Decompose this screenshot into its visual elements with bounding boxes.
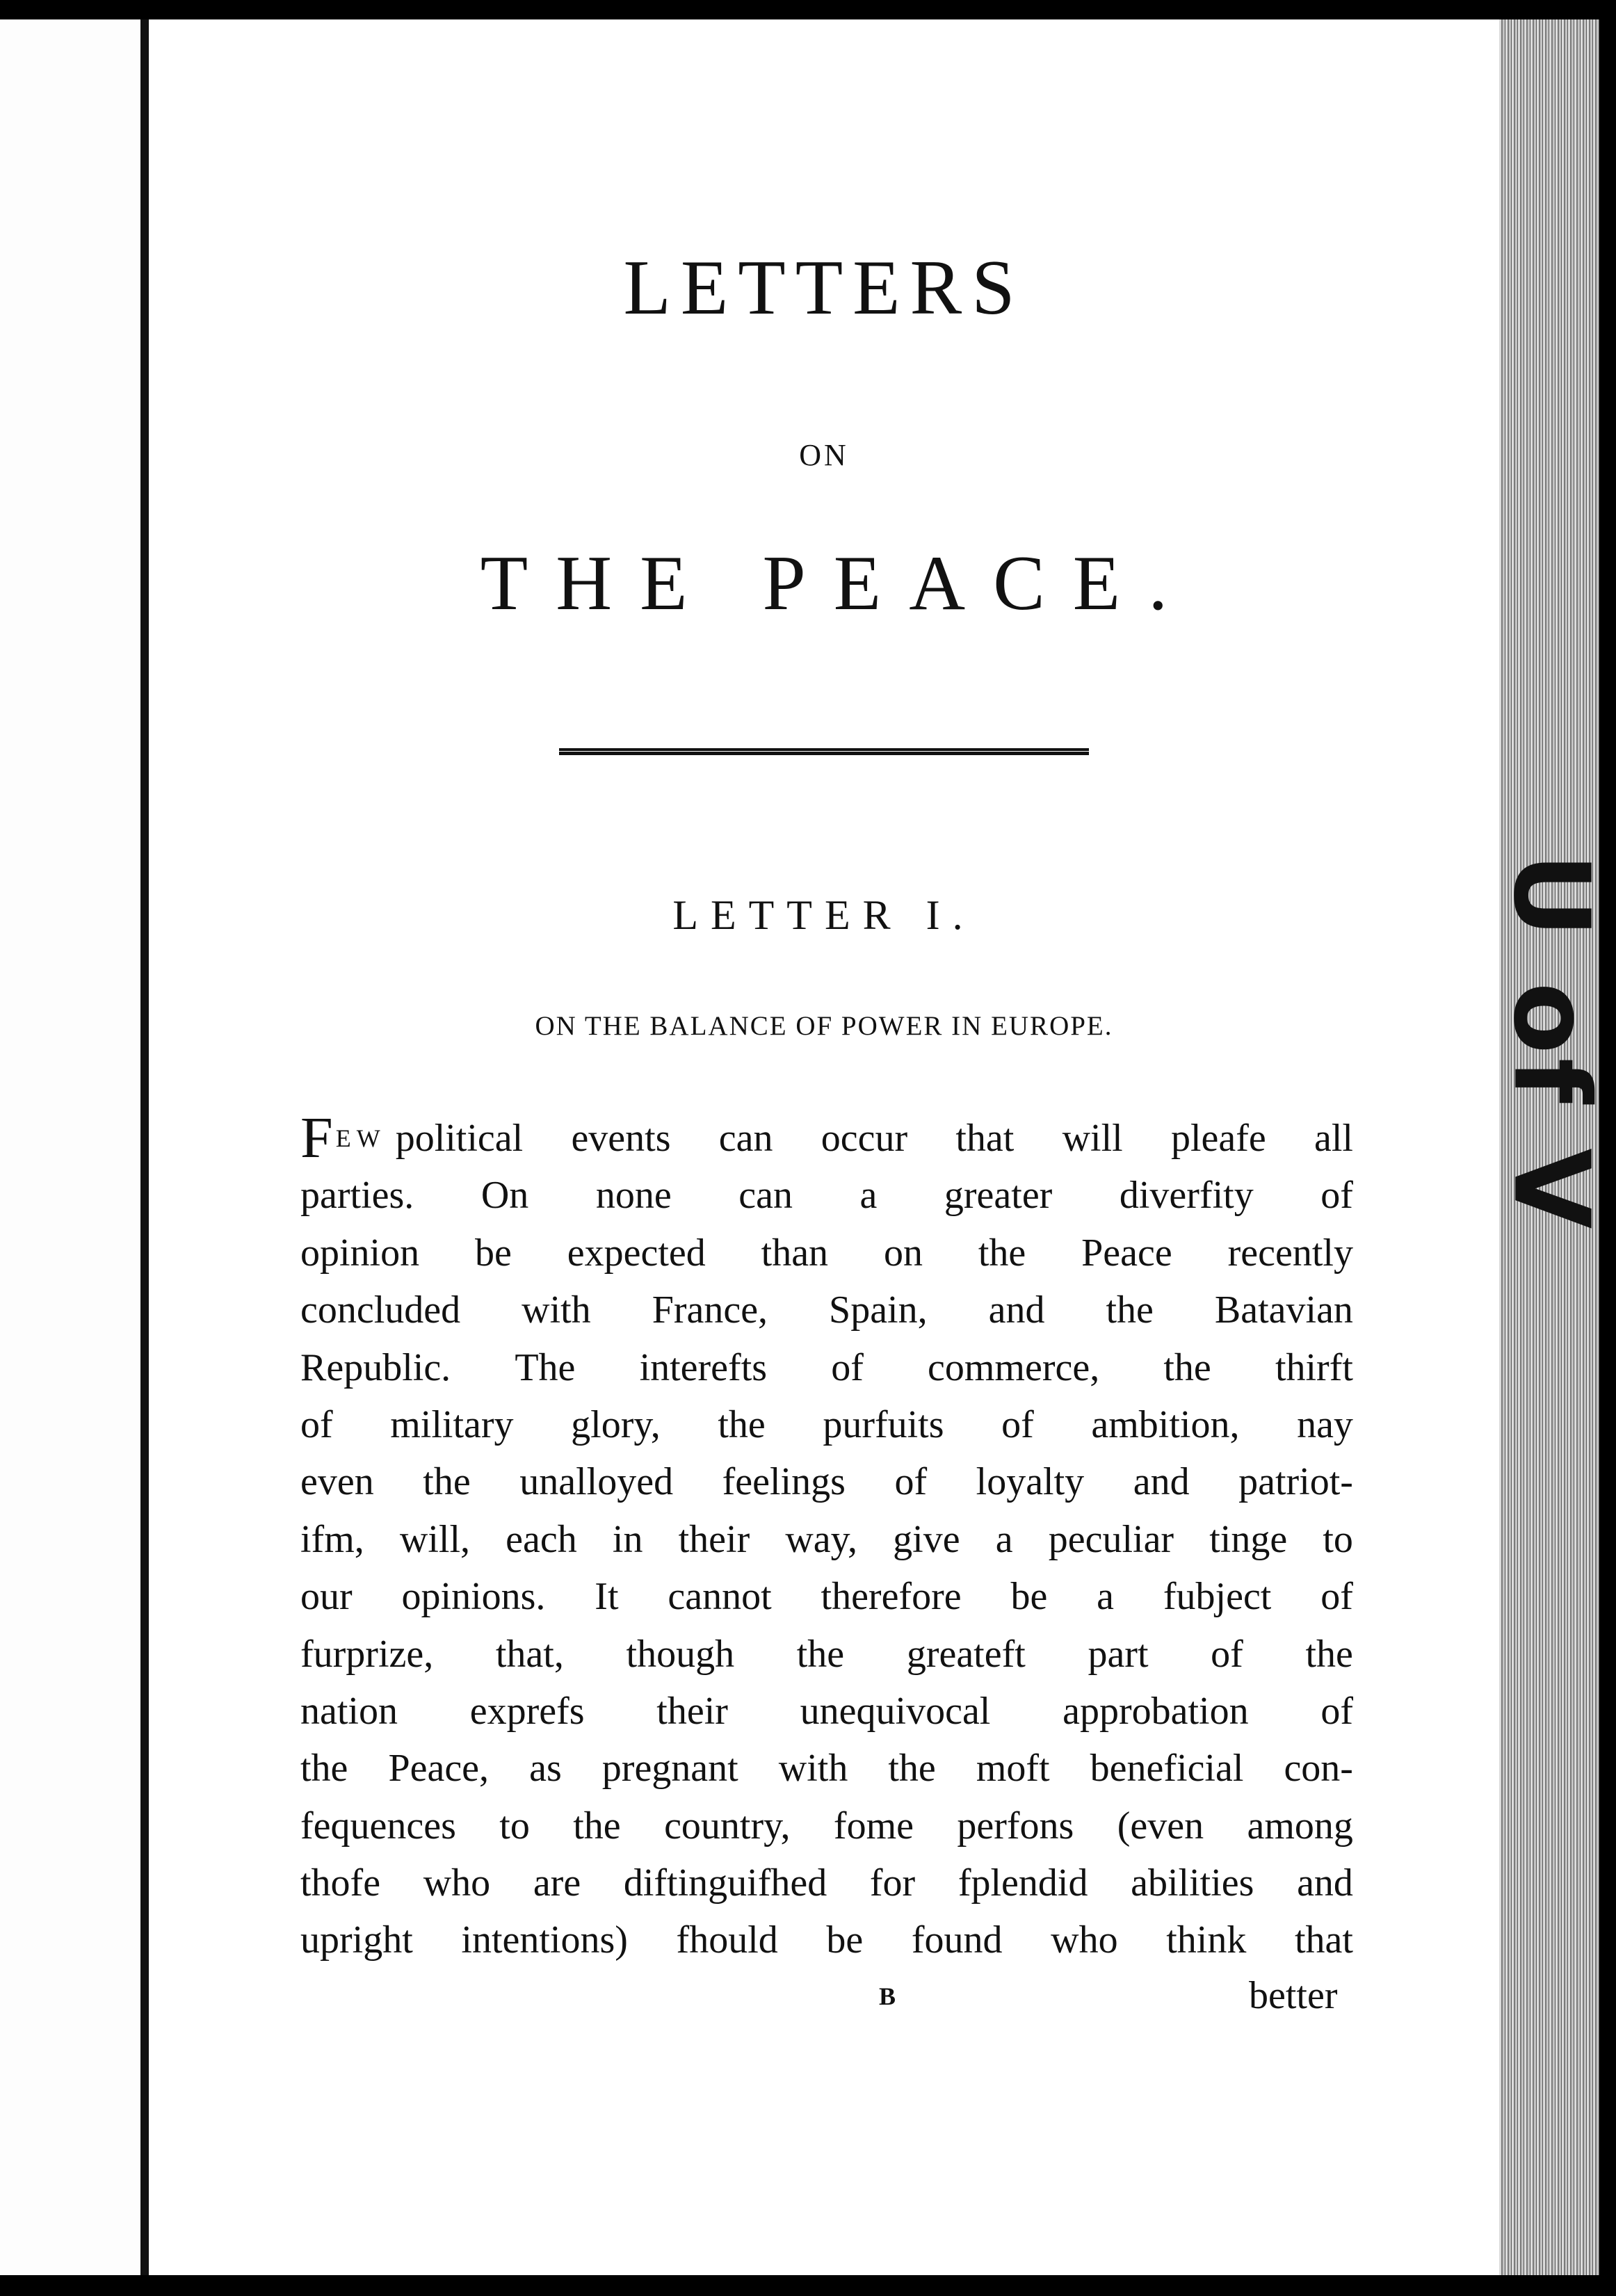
gutter-shadow	[140, 19, 149, 2275]
word: The	[515, 1345, 576, 1389]
word: than	[761, 1231, 829, 1275]
word: of	[1211, 1632, 1243, 1676]
stamp-text: U of V	[1490, 852, 1611, 1234]
word: country,	[664, 1804, 791, 1848]
word: fequences	[300, 1804, 456, 1848]
word: a	[995, 1517, 1013, 1561]
text-line	[300, 1511, 1353, 1568]
word: be	[1010, 1575, 1048, 1619]
word: fhould	[676, 1918, 778, 1962]
library-stamp	[1490, 852, 1611, 1234]
body-text	[300, 1106, 1353, 1969]
word: greateft	[906, 1632, 1026, 1676]
word: glory,	[571, 1402, 661, 1446]
word: give	[893, 1517, 960, 1561]
word: fome	[833, 1804, 914, 1848]
word: among	[1247, 1804, 1353, 1848]
text-line	[300, 1167, 1353, 1224]
word: beneficial	[1090, 1747, 1244, 1790]
word: of	[1320, 1174, 1353, 1218]
catchword: better	[1249, 1974, 1338, 2017]
word: a	[859, 1174, 878, 1218]
text-line	[300, 1224, 1353, 1282]
word: recently	[1227, 1231, 1353, 1275]
word: ifm,	[300, 1517, 364, 1561]
word: who	[423, 1861, 491, 1905]
word: to	[1323, 1517, 1353, 1561]
word: will,	[399, 1517, 471, 1561]
first-line-rest	[396, 1110, 1353, 1167]
word: thofe	[300, 1861, 381, 1905]
text-line	[300, 1339, 1353, 1396]
word: each	[506, 1517, 577, 1561]
word: commerce,	[928, 1345, 1100, 1389]
word: of	[1320, 1689, 1353, 1733]
word: fubject	[1163, 1575, 1272, 1619]
text-line	[300, 1797, 1353, 1854]
word: and	[1297, 1861, 1353, 1905]
text-line	[300, 1911, 1353, 1968]
page-title: LETTERS	[623, 245, 1025, 331]
word: a	[1097, 1575, 1115, 1619]
word: pleafe	[1170, 1117, 1266, 1160]
title-connector: ON	[799, 438, 849, 472]
word: ambition,	[1091, 1402, 1240, 1446]
word: the	[1106, 1288, 1154, 1332]
text-line	[300, 1568, 1353, 1625]
small-caps-word: EW	[335, 1124, 386, 1152]
word: diftinguifhed	[623, 1861, 827, 1905]
word: with	[778, 1747, 848, 1790]
word: fplendid	[958, 1861, 1088, 1905]
word: opinion	[300, 1231, 420, 1275]
word: of	[300, 1402, 333, 1446]
word: expected	[567, 1231, 706, 1275]
letter-subheading: ON THE BALANCE OF POWER IN EUROPE.	[535, 1011, 1113, 1041]
word: Peace,	[388, 1747, 490, 1790]
word: con-	[1284, 1747, 1353, 1790]
word: loyalty	[976, 1460, 1085, 1504]
facing-page-margin	[0, 19, 140, 2275]
word: peculiar	[1048, 1517, 1174, 1561]
word: with	[522, 1288, 591, 1332]
word: On	[480, 1174, 529, 1218]
word: diverfity	[1119, 1174, 1254, 1218]
word: greater	[944, 1174, 1053, 1218]
word: part	[1088, 1632, 1149, 1676]
text-line	[300, 1282, 1353, 1339]
word: furprize,	[300, 1632, 434, 1676]
word: the	[718, 1402, 766, 1446]
word: even	[300, 1460, 374, 1504]
text-line	[300, 1396, 1353, 1453]
word: (even	[1117, 1804, 1204, 1848]
word: abilities	[1131, 1861, 1254, 1905]
word: approbation	[1062, 1689, 1249, 1733]
word: perfons	[957, 1804, 1074, 1848]
word: think	[1166, 1918, 1247, 1962]
word: feelings	[722, 1460, 846, 1504]
word: opinions.	[401, 1575, 546, 1619]
word: parties.	[300, 1174, 414, 1218]
word: of	[1320, 1575, 1353, 1619]
word: occur	[821, 1117, 908, 1160]
word: the	[300, 1747, 348, 1790]
word: are	[533, 1861, 581, 1905]
word: interefts	[639, 1345, 768, 1389]
book-page	[149, 19, 1499, 2275]
word: though	[626, 1632, 735, 1676]
word: unalloyed	[519, 1460, 674, 1504]
word: the	[978, 1231, 1026, 1275]
word: purfuits	[823, 1402, 944, 1446]
word: the	[1305, 1632, 1353, 1676]
page-subtitle: THE PEACE.	[480, 540, 1196, 626]
signature-mark: B	[879, 1982, 896, 2010]
word: in	[612, 1517, 643, 1561]
word: as	[529, 1747, 562, 1790]
word: the	[1163, 1345, 1211, 1389]
word: that	[1294, 1918, 1353, 1962]
word: their	[678, 1517, 750, 1561]
word: can	[738, 1174, 793, 1218]
word: be	[826, 1918, 864, 1962]
word: who	[1051, 1918, 1118, 1962]
word: Batavian	[1214, 1288, 1353, 1332]
word: military	[390, 1402, 514, 1446]
text-line	[300, 1626, 1353, 1683]
word: of	[894, 1460, 928, 1504]
word: therefore	[821, 1575, 962, 1619]
word: found	[911, 1918, 1003, 1962]
word: on	[883, 1231, 923, 1275]
word: to	[499, 1804, 530, 1848]
word: that,	[495, 1632, 564, 1676]
word: pregnant	[601, 1747, 738, 1790]
word: intentions)	[461, 1918, 628, 1962]
word: cannot	[668, 1575, 772, 1619]
word: unequivocal	[800, 1689, 991, 1733]
word: their	[656, 1689, 728, 1733]
word: tinge	[1209, 1517, 1288, 1561]
double-rule-divider	[559, 748, 1089, 755]
word: can	[718, 1117, 773, 1160]
word: It	[595, 1575, 619, 1619]
text-line	[300, 1453, 1353, 1510]
word: events	[571, 1117, 671, 1160]
word: upright	[300, 1918, 413, 1962]
word: nay	[1297, 1402, 1353, 1446]
word: Republic.	[300, 1345, 451, 1389]
word: the	[888, 1747, 936, 1790]
word: political	[395, 1117, 524, 1160]
word: that	[955, 1117, 1015, 1160]
word: moft	[976, 1747, 1050, 1790]
word: Peace	[1081, 1231, 1172, 1275]
word: be	[475, 1231, 512, 1275]
word: the	[573, 1804, 621, 1848]
text-line-first	[300, 1106, 1353, 1170]
text-line	[300, 1740, 1353, 1797]
word: of	[831, 1345, 864, 1389]
word: none	[595, 1174, 672, 1218]
text-line	[300, 1683, 1353, 1740]
word: will	[1062, 1117, 1123, 1160]
word: concluded	[300, 1288, 461, 1332]
word: exprefs	[469, 1689, 585, 1733]
word: France,	[652, 1288, 768, 1332]
word: of	[1001, 1402, 1034, 1446]
word: all	[1314, 1117, 1353, 1160]
word: for	[869, 1861, 916, 1905]
word: the	[796, 1632, 845, 1676]
word: nation	[300, 1689, 398, 1733]
drop-cap: F	[300, 1106, 333, 1170]
word: our	[300, 1575, 353, 1619]
word: way,	[785, 1517, 858, 1561]
word: patriot-	[1238, 1460, 1353, 1504]
word: the	[423, 1460, 471, 1504]
word: thirft	[1275, 1345, 1353, 1389]
text-line	[300, 1854, 1353, 1911]
word: and	[1133, 1460, 1190, 1504]
word: Spain,	[829, 1288, 928, 1332]
word: and	[988, 1288, 1045, 1332]
letter-heading: LETTER I.	[672, 892, 976, 938]
